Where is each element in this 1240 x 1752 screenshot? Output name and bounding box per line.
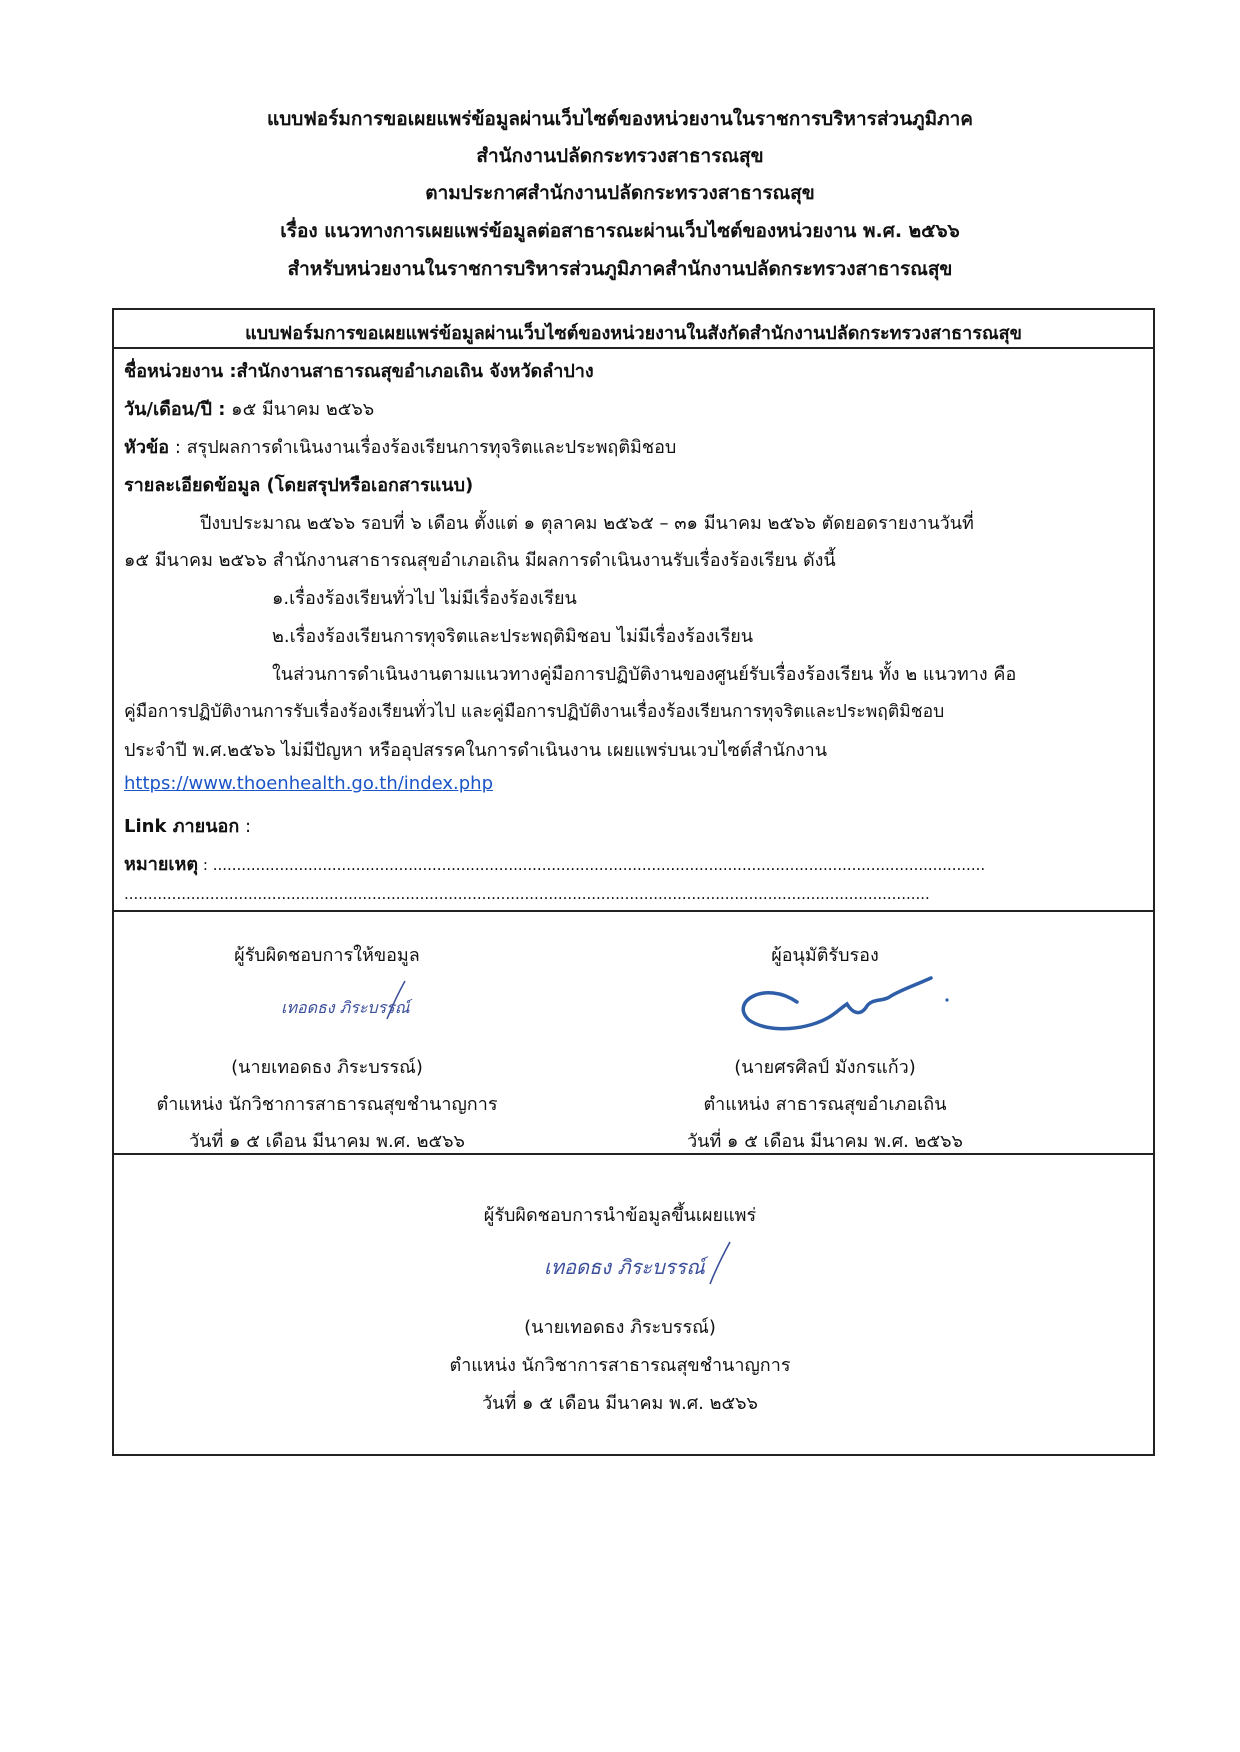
provider-position: ตำแหน่ง นักวิชาการสาธารณสุขชำนาญการ xyxy=(156,1094,498,1115)
topic-value: : สรุปผลการดำเนินงานเรื่องร้องเรียนการทุจริตและประพฤติมิชอบ xyxy=(174,437,677,458)
topic-label: หัวข้อ xyxy=(124,437,170,458)
note-value: : .................................................................................................................................................................. xyxy=(202,856,986,874)
agency-label: ชื่อหน่วยงาน : xyxy=(124,361,237,382)
external-link-label: Link ภายนอก xyxy=(124,816,240,837)
para1-line2: ๑๕ มีนาคม ๒๕๖๖ สำนักงานสาธารณสุขอำเภอเถิน มีผลการดำเนินงานรับเรื่องร้องเรียน ดังนี้ xyxy=(124,550,836,571)
note-row xyxy=(124,849,985,878)
publisher-position: ตำแหน่ง นักวิชาการสาธารณสุขชำนาญการ xyxy=(449,1355,791,1376)
header-line-3: ตามประกาศสำนักงานปลัดกระทรวงสาธารณสุข xyxy=(425,182,815,204)
provider-heading: ผู้รับผิดชอบการให้ขอมูล xyxy=(234,945,420,966)
provider-date: วันที่ ๑ ๕ เดือน มีนาคม พ.ศ. ๒๕๖๖ xyxy=(189,1131,465,1152)
website-link[interactable]: https://www.thoenhealth.go.th/index.php xyxy=(124,773,494,794)
note-label: หมายเหตุ xyxy=(124,854,199,875)
agency-row xyxy=(124,356,594,385)
para2-line1: ในส่วนการดำเนินงานตามแนวทางคู่มือการปฏิบัติงานของศูนย์รับเรื่องร้องเรียน ทั้ง ๒ แนวทาง คือ xyxy=(272,664,1017,685)
para2-line3: ประจำปี พ.ศ.๒๕๖๖ ไม่มีปัญหา หรืออุปสรรคในการดำเนินงาน เผยแพร่บนเวบไซต์สำนักงาน xyxy=(124,740,828,761)
header-line-1: แบบฟอร์มการขอเผยแพร่ข้อมูลผ่านเว็บไซต์ของหน่วยงานในราชการบริหารส่วนภูมิภาค xyxy=(266,108,974,130)
form-title: แบบฟอร์มการขอเผยแพร่ข้อมูลผ่านเว็บไซต์ของหน่วยงานในสังกัดสำนักงานปลัดกระทรวงสาธารณสุข xyxy=(245,323,1022,344)
publisher-date: วันที่ ๑ ๕ เดือน มีนาคม พ.ศ. ๒๕๖๖ xyxy=(482,1393,758,1414)
approver-position: ตำแหน่ง สาธารณสุขอำเภอเถิน xyxy=(703,1094,947,1115)
para2-line2: คู่มือการปฏิบัติงานการรับเรื่องร้องเรียนทั่วไป และคู่มือการปฏิบัติงานเรื่องร้องเรียนการทุจริตและประพฤติมิชอบ xyxy=(124,702,945,722)
publisher-heading: ผู้รับผิดชอบการนำข้อมูลขึ้นเผยแพร่ xyxy=(483,1205,757,1226)
topic-row xyxy=(124,432,676,461)
divider-title xyxy=(114,347,1153,349)
details-label: รายละเอียดข้อมูล (โดยสรุปหรือเอกสารแนบ) xyxy=(124,475,474,496)
header-line-4: เรื่อง แนวทางการเผยแพร่ข้อมูลต่อสาธารณะผ่านเว็บไซต์ของหน่วยงาน พ.ศ. ๒๕๖๖ xyxy=(280,220,960,242)
divider-details xyxy=(114,910,1153,912)
para1-line1: ปีงบประมาณ ๒๕๖๖ รอบที่ ๖ เดือน ตั้งแต่ ๑ ตุลาคม ๒๕๖๕ – ๓๑ มีนาคม ๒๕๖๖ ตัดยอดรายงานวันที่ xyxy=(200,513,974,534)
approver-date: วันที่ ๑ ๕ เดือน มีนาคม พ.ศ. ๒๕๖๖ xyxy=(687,1131,963,1152)
item-2: ๒.เรื่องร้องเรียนการทุจริตและประพฤติมิชอบ ไม่มีเรื่องร้องเรียน xyxy=(272,626,754,647)
publisher-name: (นายเทอดธง ภิระบรรณ์) xyxy=(524,1317,716,1338)
item-1: ๑.เรื่องร้องเรียนทั่วไป ไม่มีเรื่องร้องเรียน xyxy=(272,588,577,609)
date-row xyxy=(124,394,374,423)
approver-heading: ผู้อนุมัติรับรอง xyxy=(771,945,879,966)
approver-name: (นายศรศิลป์ มังกรแก้ว) xyxy=(734,1057,916,1078)
provider-name: (นายเทอดธง ภิระบรรณ์) xyxy=(231,1057,423,1078)
external-link-row xyxy=(124,811,251,840)
date-label: วัน/เดือน/ปี : xyxy=(124,399,226,420)
approver-signature xyxy=(735,972,965,1042)
header-line-2: สำนักงานปลัดกระทรวงสาธารณสุข xyxy=(476,145,764,167)
provider-signature xyxy=(275,975,415,1025)
agency-value: สำนักงานสาธารณสุขอำเภอเถิน จังหวัดลำปาง xyxy=(236,361,594,382)
date-value: ๑๕ มีนาคม ๒๕๖๖ xyxy=(231,399,375,420)
external-link-value: : xyxy=(244,816,252,837)
publisher-signature xyxy=(538,1234,738,1292)
provider-signature-text: เทอดธง ภิระบรรณ์ xyxy=(281,998,410,1017)
header-line-5: สำหรับหน่วยงานในราชการบริหารส่วนภูมิภาคสำนักงานปลัดกระทรวงสาธารณสุข xyxy=(287,258,953,280)
publisher-signature-text: เทอดธง ภิระบรรณ์ xyxy=(544,1255,705,1279)
note-line-2: ......................................................................................................................................................................... xyxy=(124,885,930,903)
